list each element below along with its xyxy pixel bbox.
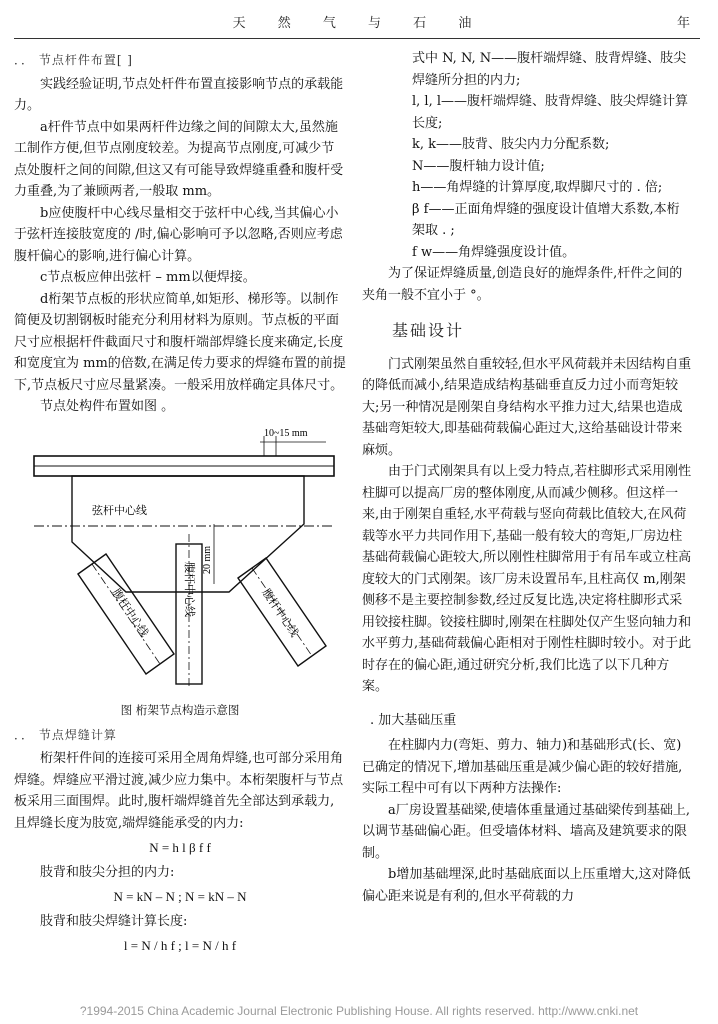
paragraph: 在柱脚内力(弯矩、剪力、轴力)和基础形式(长、宽)已确定的情况下,增加基础压重是减少偏心距的较好措施,实际工程中可有以下两种方法操作: xyxy=(362,738,683,796)
paragraph: 肢背和肢尖分担的内力: xyxy=(40,864,175,880)
web-left-label: 腹杆中心线 xyxy=(109,585,152,639)
section-title-foundation: 基础设计 xyxy=(392,321,465,340)
paragraph: 实践经验证明,节点处杆件布置直接影响节点的承载能力。 xyxy=(14,76,344,113)
symbol-definitions xyxy=(362,48,692,263)
symbol-desc: ——正面角焊缝的强度设计值增大系数,本桁架取 . ; xyxy=(412,201,680,238)
header-year: 年 xyxy=(676,16,690,31)
truss-node-figure xyxy=(14,424,346,719)
symbol: l, l, l xyxy=(412,94,442,109)
symbol-desc: ——腹杆端焊缝、肢背焊缝、肢尖焊缝计算长度; xyxy=(412,94,689,131)
paragraph: 门式刚架虽然自重较轻,但水平风荷载并未因结构自重的降低而减小,结果造成结构基础垂直反力过小而弯矩较大;另一种情况是刚架自身结构水平推力过大,结果也造成基础弯矩较大,即基础荷载偏心距过大,这给基础设计带来麻烦。 xyxy=(362,356,692,458)
paragraph: c节点板应伸出弦杆 – mm以便焊接。 xyxy=(40,270,256,285)
symbol: f w xyxy=(412,244,433,260)
header-rule xyxy=(14,38,700,39)
symbol-definition xyxy=(362,134,692,156)
formula: N = kN – N ; N = kN – N xyxy=(113,889,247,904)
paragraph: 肢背和肢尖焊缝计算长度: xyxy=(40,913,188,929)
truss-node-diagram xyxy=(14,424,346,694)
subsection-title: . 加大基础压重 xyxy=(370,712,457,728)
symbol: h xyxy=(412,180,421,195)
left-column xyxy=(14,48,346,960)
section-heading-layout: ．． 节点杆件布置[ ] xyxy=(14,53,133,67)
symbol-definition xyxy=(362,199,692,242)
symbol: 式中 N, N, N xyxy=(412,51,492,66)
web-member-middle xyxy=(176,534,202,686)
paragraph: a杆件节点中如果两杆件边缘之间的间隙太大,虽然施工制作方便,但节点刚度较差。为提高节点刚度,可减少节点处腹杆之间的间隙,但这又有可能导致焊缝重叠和腹杆受力重叠,为了兼顾两者,一般取 mm。 xyxy=(14,119,344,199)
web-member-right xyxy=(238,558,326,666)
symbol-desc: ——角焊缝的计算厚度,取焊脚尺寸的 . 倍; xyxy=(420,180,663,195)
symbol: β f xyxy=(412,201,429,217)
web-mid-label: 腹杆中心线 xyxy=(183,561,196,617)
page-header xyxy=(0,0,718,40)
paragraph: 节点处构件布置如图 。 xyxy=(40,399,175,414)
symbol-desc: ——腹杆轴力设计值; xyxy=(423,158,545,174)
right-column xyxy=(362,48,692,907)
symbol-desc: ——腹杆端焊缝、肢背焊缝、肢尖焊缝所分担的内力; xyxy=(412,51,687,88)
symbol-desc: ——肢背、肢尖内力分配系数; xyxy=(436,137,610,152)
symbol-definition xyxy=(362,91,692,134)
paragraph: 桁架杆件间的连接可采用全周角焊缝,也可部分采用角焊缝。焊缝应平滑过渡,减少应力集中。本桁架腹杆与节点板采用三面围焊。此时,腹杆端焊缝首先全部达到承载力,且焊缝长度为肢宽,端焊缝能承受的内力: xyxy=(14,751,344,831)
formula: l = N / h f ; l = N / h f xyxy=(123,938,237,953)
paragraph: b增加基础埋深,此时基础底面以上压重增大,这对降低偏心距来说是有利的,但水平荷载的力 xyxy=(362,867,691,904)
symbol-definition xyxy=(362,156,692,178)
paragraph: b应使腹杆中心线尽量相交于弦杆中心线,当其偏心小于弦杆连接肢宽度的 /时,偏心影响可予以忽略,否则应考虑腹杆偏心的影响,进行偏心计算。 xyxy=(14,205,343,264)
paragraph: a厂房设置基础梁,使墙体重量通过基础梁传到基础上,以调节基础偏心距。但受墙体材料、墙高及建筑要求的限制。 xyxy=(362,802,691,861)
symbol-desc: ——角焊缝强度设计值。 xyxy=(432,244,576,260)
symbol-definition xyxy=(362,177,692,199)
symbol: k, k xyxy=(412,137,437,152)
symbol-definition xyxy=(362,48,692,91)
formula: N = h l β f f xyxy=(149,840,211,855)
figure-caption: 图 桁架节点构造示意图 xyxy=(120,702,240,717)
chord-centerline-label: 弦杆中心线 xyxy=(92,503,147,517)
dim-20-label: 20 mm xyxy=(202,545,213,574)
journal-title: 天 然 气 与 石 油 xyxy=(232,16,486,31)
paragraph: 由于门式刚架具有以上受力特点,若柱脚形式采用刚性柱脚可以提高厂房的整体刚度,从而减少侧移。但这样一来,由于刚架自重轻,水平荷载与竖向荷载比值较大,在风荷载等水平力共同作用下,基础一般有较大的弯矩,厂房边柱基础荷载偏心距较大,所以刚性柱脚常用于有吊车或立柱高度较大的门式刚架。该厂房未设置吊车,且柱高仅 m,刚架侧移不是主要控制参数,经过反复比选,决定将柱脚形式采用铰接柱脚。铰接柱脚时,刚架在柱脚处仅产生竖向轴力和水平剪力,基础荷载偏心距相对于刚性柱脚时较小。对于此时存在的偏心距,通过研究分析,我们比选了以下几种方案。 xyxy=(362,464,692,694)
copyright-footer: ?1994-2015 China Academic Journal Electronic Publishing House. All rights reserved. http://www.cnki.net xyxy=(79,1004,639,1018)
paragraph: d桁架节点板的形状应简单,如矩形、梯形等。以制作简便及切割钢板时能充分利用材料为原则。节点板的平面尺寸应根据杆件截面尺寸和腹杆端部焊缝长度来确定,长度和宽度宜为 mm的倍数,在满足传力要求的焊缝布置的前提下,节点板尺寸应尽量紧凑。一般采用放样确定具体尺寸。 xyxy=(14,291,346,393)
section-heading-weld: ．． 节点焊缝计算 xyxy=(14,727,117,742)
web-right-label: 腹杆中心线 xyxy=(259,585,302,639)
symbol-definition xyxy=(362,242,692,264)
symbol: N xyxy=(412,158,424,174)
dim-gap-label: 10~15 mm xyxy=(264,427,308,439)
paragraph: 为了保证焊缝质量,创造良好的施焊条件,杆件之间的夹角一般不宜小于 °。 xyxy=(362,266,683,303)
web-member-left xyxy=(78,554,174,674)
